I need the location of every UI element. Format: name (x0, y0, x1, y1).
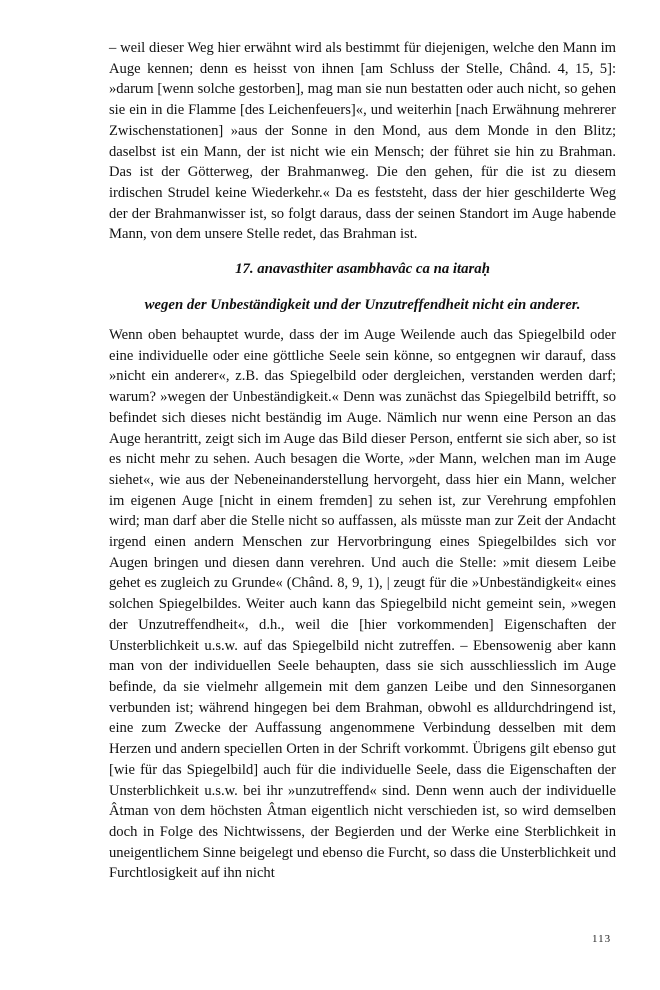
page-content (109, 38, 616, 884)
paragraph-continuation: – weil dieser Weg hier erwähnt wird als bestimmt für diejenigen, welche den Mann im Auge kennen; denn es heisst von ihnen [am Schluss der Stelle, Chând. 4, 15, 5]: »darum [wenn solche gestorben], mag man sie nun bestatten oder auch nicht, so gehen sie ein in die Flamme [des Leichenfeuers]«, und weiterhin [nach Erwähnung mehrerer Zwischenstationen] »aus der Sonne in den Mond, aus dem Monde in den Blitz; daselbst ist ein Mann, der ist nicht wie ein Mensch; der führet sie hin zu Brahman. Das ist der Götterweg, der Brahmanweg. Die den gehen, für die ist zu diesem irdischen Strudel keine Wiederkehr.« Da es feststeht, dass der hier geschilderte Weg der der Brahmanwisser ist, so folgt daraus, dass der seinen Standort im Auge habende Mann, von dem unsere Stelle redet, das Brahman ist. (109, 40, 616, 243)
sutra-heading: 17. anavasthiter asambhavâc ca na itaraḥ (235, 261, 490, 278)
sutra-translation: wegen der Unbeständigkeit und der Unzutreffendheit nicht ein anderer. (144, 297, 581, 314)
page-number: 113 (592, 933, 612, 945)
paragraph-body: Wenn oben behauptet wurde, dass der im Auge Weilende auch das Spiegelbild oder eine individuelle oder eine göttliche Seele sein könne, so entgegnen wir darauf, dass »nicht ein anderer«, z.B. das Spiegelbild oder dergleichen, verstanden werden darf; warum? »wegen der Unbeständigkeit.« Denn was zunächst das Spiegelbild betrifft, so befindet sich dieses nicht beständig im Auge. Nämlich nur wenn eine Person an das Auge herantritt, zeigt sich im Auge das Bild dieser Person, entfernt sie sich aber, so ist es nicht mehr zu sehen. Auch besagen die Worte, »der Mann, welchen man im Auge siehet«, wie aus der Nebeneinanderstellung hervorgeht, dass hier ein Mann, welcher im eigenen Auge [nicht in einem fremden] zu sehen ist, zur Verehrung empfohlen wird; man darf aber die Stelle nicht so auffassen, als müsste man zur Zeit der Andacht irgend einen andern Menschen zur Hervorbringung eines Spiegelbildes sich vor Augen bringen und diesen dann verehren. Und auch die Stelle: »mit diesem Leibe gehet es zugleich zu Grunde« (Chând. 8, 9, 1), | zeugt für die »Unbeständigkeit« eines solchen Spiegelbildes. Weiter auch kann das Spiegelbild nicht gemeint sein, »wegen der Unzutreffendheit«, d.h., weil die [hier vorkommenden] Eigenschaften der Unsterblichkeit u.s.w. auf das Spiegelbild nicht zutreffen. – Ebensowenig aber kann man von der individuellen Seele behaupten, dass sie sich ausschliesslich im Auge befinde, da sie vielmehr allgemein mit dem ganzen Leibe und den Sinnesorganen verbunden ist; während hingegen bei dem Brahman, obwohl es alldurchdringend ist, eine zum Zwecke der Auffassung angenommene Verbindung desselben mit dem Herzen und andern speciellen Orten in der Schrift vorkommt. Übrigens gilt ebenso gut [wie für das Spiegelbild] auch für die individuelle Seele, dass die Eigenschaften der Unsterblichkeit u.s.w. bei ihr »unzutreffend« sind. Denn wenn auch der individuelle Âtman von dem höchsten Âtman eigentlich nicht verschieden ist, so wird demselben doch in Folge des Nichtwissens, der Begierden und der Werke eine Sterblichkeit in uneigentlichem Sinne beigelegt und ebenso die Furcht, so dass die Unsterblichkeit und Furchtlosigkeit auf ihn nicht (109, 327, 616, 882)
